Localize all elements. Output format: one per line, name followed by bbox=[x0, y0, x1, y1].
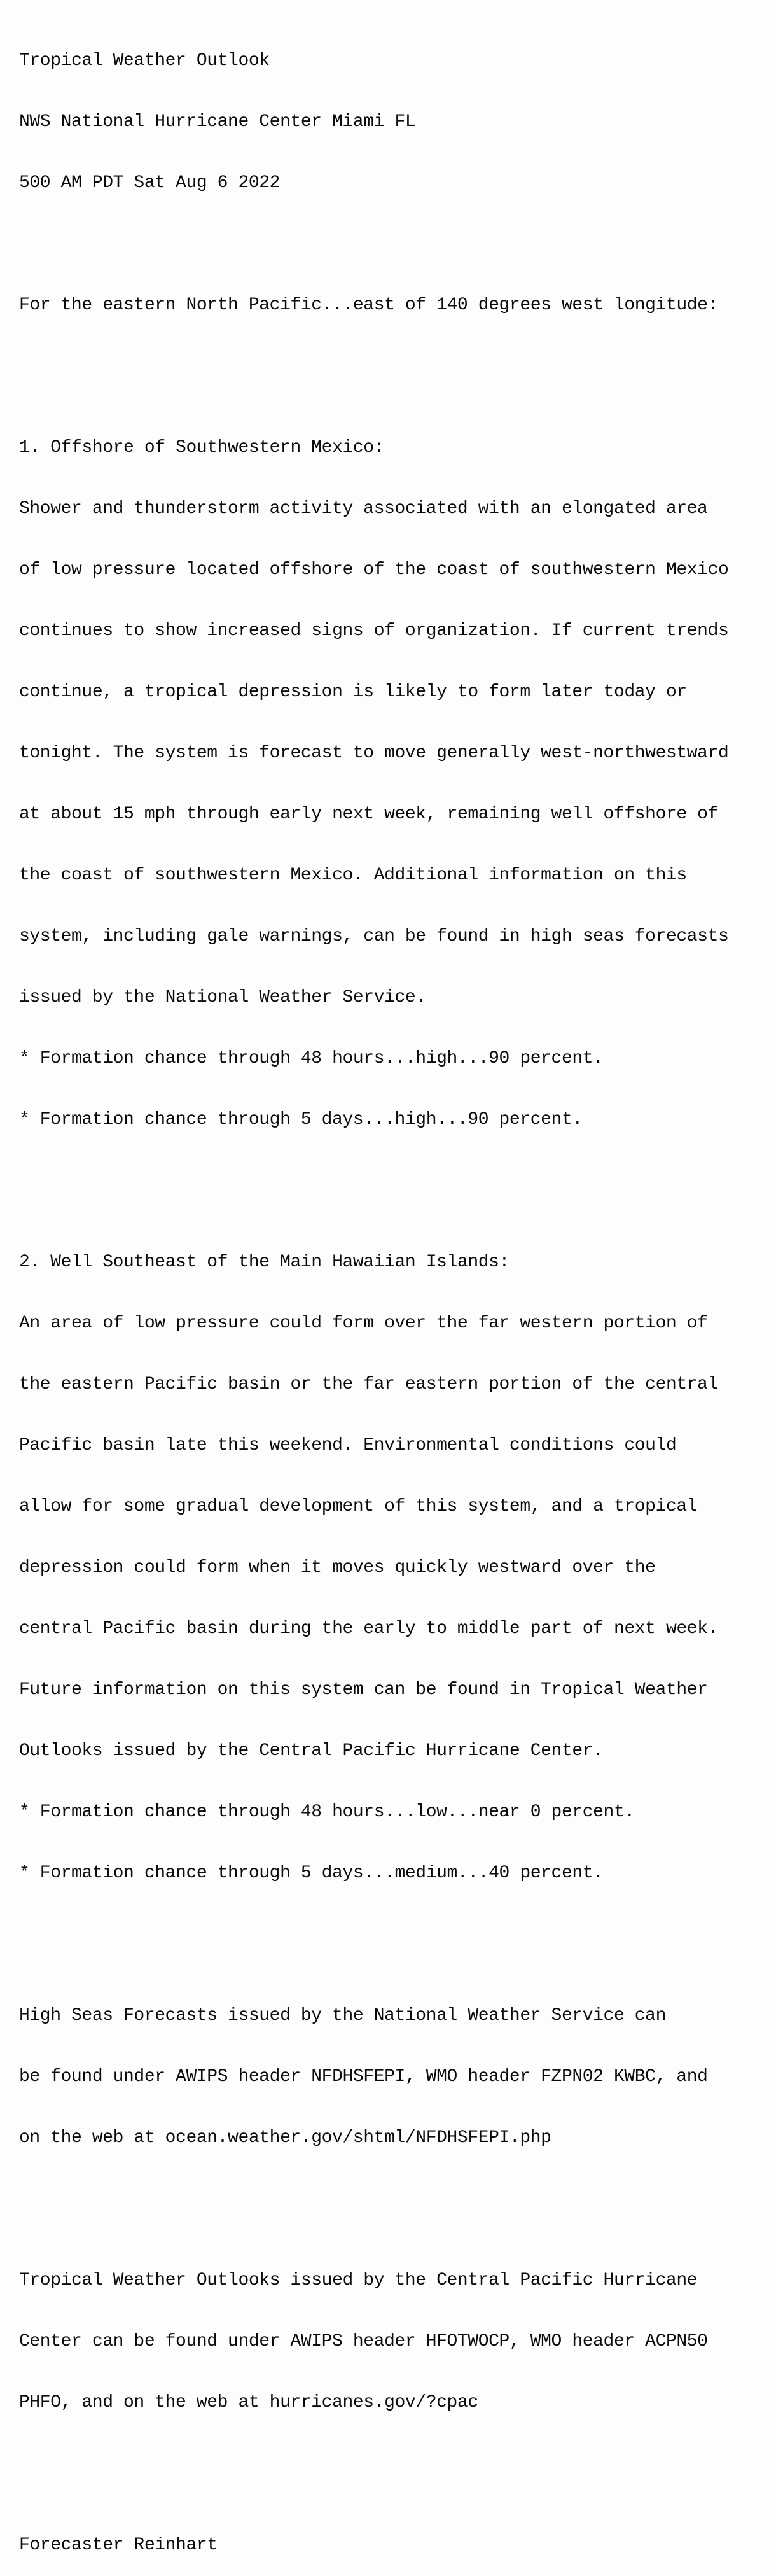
system-2-chance-5d: * Formation chance through 5 days...medium...40 percent. bbox=[19, 1863, 604, 1883]
system-1-text-line: continues to show increased signs of organization. If current trends bbox=[19, 621, 729, 641]
system-1-chance-48h: * Formation chance through 48 hours...high...90 percent. bbox=[19, 1049, 604, 1068]
system-2-text-line: Outlooks issued by the Central Pacific Hurricane Center. bbox=[19, 1741, 604, 1761]
cphc-line: Center can be found under AWIPS header HFOTWOCP, WMO header ACPN50 bbox=[19, 2332, 708, 2351]
system-1-chance-5d: * Formation chance through 5 days...high...90 percent. bbox=[19, 1110, 583, 1130]
spacer bbox=[19, 234, 728, 255]
spacer bbox=[19, 2189, 728, 2209]
system-2-text-line: allow for some gradual development of this system, and a tropical bbox=[19, 1497, 698, 1516]
document-title: Tropical Weather Outlook bbox=[19, 51, 270, 71]
system-2-text-line: Future information on this system can be found in Tropical Weather bbox=[19, 1680, 708, 1700]
issue-time: 500 AM PDT Sat Aug 6 2022 bbox=[19, 173, 281, 193]
forecaster-signature: Forecaster Reinhart bbox=[19, 2535, 218, 2555]
high-seas-line: High Seas Forecasts issued by the National Weather Service can bbox=[19, 2006, 666, 2026]
spacer bbox=[19, 356, 728, 377]
cphc-line: PHFO, and on the web at hurricanes.gov/?cpac bbox=[19, 2393, 478, 2412]
system-1-text-line: issued by the National Weather Service. bbox=[19, 988, 426, 1007]
system-2-text-line: An area of low pressure could form over the far western portion of bbox=[19, 1313, 708, 1333]
system-2-text-line: the eastern Pacific basin or the far eastern portion of the central bbox=[19, 1375, 718, 1394]
high-seas-line: on the web at ocean.weather.gov/shtml/NFDHSFEPI.php bbox=[19, 2128, 551, 2148]
system-1-text-line: tonight. The system is forecast to move generally west-northwestward bbox=[19, 743, 729, 763]
spacer bbox=[19, 1924, 728, 1945]
spacer bbox=[19, 1171, 728, 1191]
system-1-text-line: Shower and thunderstorm activity associated with an elongated area bbox=[19, 499, 708, 519]
system-1-text-line: the coast of southwestern Mexico. Additional information on this bbox=[19, 865, 687, 885]
system-1-heading: 1. Offshore of Southwestern Mexico: bbox=[19, 438, 385, 458]
high-seas-line: be found under AWIPS header NFDHSFEPI, WMO header FZPN02 KWBC, and bbox=[19, 2067, 708, 2087]
system-2-heading: 2. Well Southeast of the Main Hawaiian Islands: bbox=[19, 1252, 509, 1272]
outlook-document bbox=[19, 10, 728, 2576]
system-2-chance-48h: * Formation chance through 48 hours...low...near 0 percent. bbox=[19, 1802, 635, 1822]
system-1-text-line: at about 15 mph through early next week, remaining well offshore of bbox=[19, 804, 718, 824]
spacer bbox=[19, 2454, 728, 2474]
system-1-text-line: system, including gale warnings, can be found in high seas forecasts bbox=[19, 927, 729, 946]
system-2-text-line: Pacific basin late this weekend. Environmental conditions could bbox=[19, 1436, 677, 1455]
system-1-text-line: continue, a tropical depression is likely to form later today or bbox=[19, 682, 687, 702]
system-1-text-line: of low pressure located offshore of the coast of southwestern Mexico bbox=[19, 560, 729, 580]
system-2-text-line: central Pacific basin during the early to middle part of next week. bbox=[19, 1619, 718, 1639]
issuing-office: NWS National Hurricane Center Miami FL bbox=[19, 112, 416, 132]
intro-line: For the eastern North Pacific...east of 140 degrees west longitude: bbox=[19, 295, 718, 315]
cphc-line: Tropical Weather Outlooks issued by the Central Pacific Hurricane bbox=[19, 2271, 698, 2290]
system-2-text-line: depression could form when it moves quickly westward over the bbox=[19, 1558, 656, 1578]
